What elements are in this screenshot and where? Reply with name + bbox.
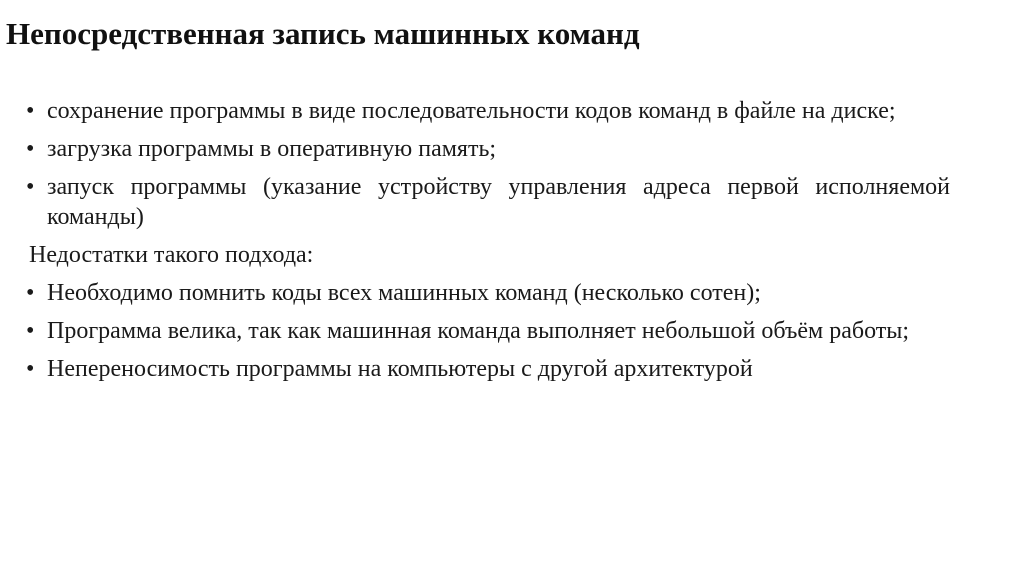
step-text-save: сохранение программы в виде последовательности кодов команд в файле на диске; xyxy=(47,98,896,124)
list-item xyxy=(0,172,950,232)
drawbacks-heading: Недостатки такого подхода: xyxy=(29,242,314,268)
bullet-marker: • xyxy=(26,136,35,162)
list-item xyxy=(0,316,950,346)
list-item xyxy=(0,134,950,164)
drawback-text-codes: Необходимо помнить коды всех машинных команд (несколько сотен); xyxy=(47,280,761,306)
drawback-text-portability: Непереносимость программы на компьютеры с другой архитектурой xyxy=(47,356,753,382)
bullet-marker: • xyxy=(26,318,35,344)
bullet-marker: • xyxy=(26,356,35,382)
step-text-run: запуск программы (указание устройству управления адреса первой исполняемой команды) xyxy=(47,174,950,230)
bullet-marker: • xyxy=(26,98,35,124)
list-item xyxy=(0,96,950,126)
list-item xyxy=(0,354,950,384)
drawback-text-size: Программа велика, так как машинная команда выполняет небольшой объём работы; xyxy=(47,318,910,344)
bullet-marker: • xyxy=(26,174,35,200)
slide-title: Непосредственная запись машинных команд xyxy=(6,16,640,51)
list-item xyxy=(0,278,950,308)
slide-content xyxy=(0,96,1024,392)
bullet-marker: • xyxy=(26,280,35,306)
step-text-load: загрузка программы в оперативную память; xyxy=(47,136,497,162)
